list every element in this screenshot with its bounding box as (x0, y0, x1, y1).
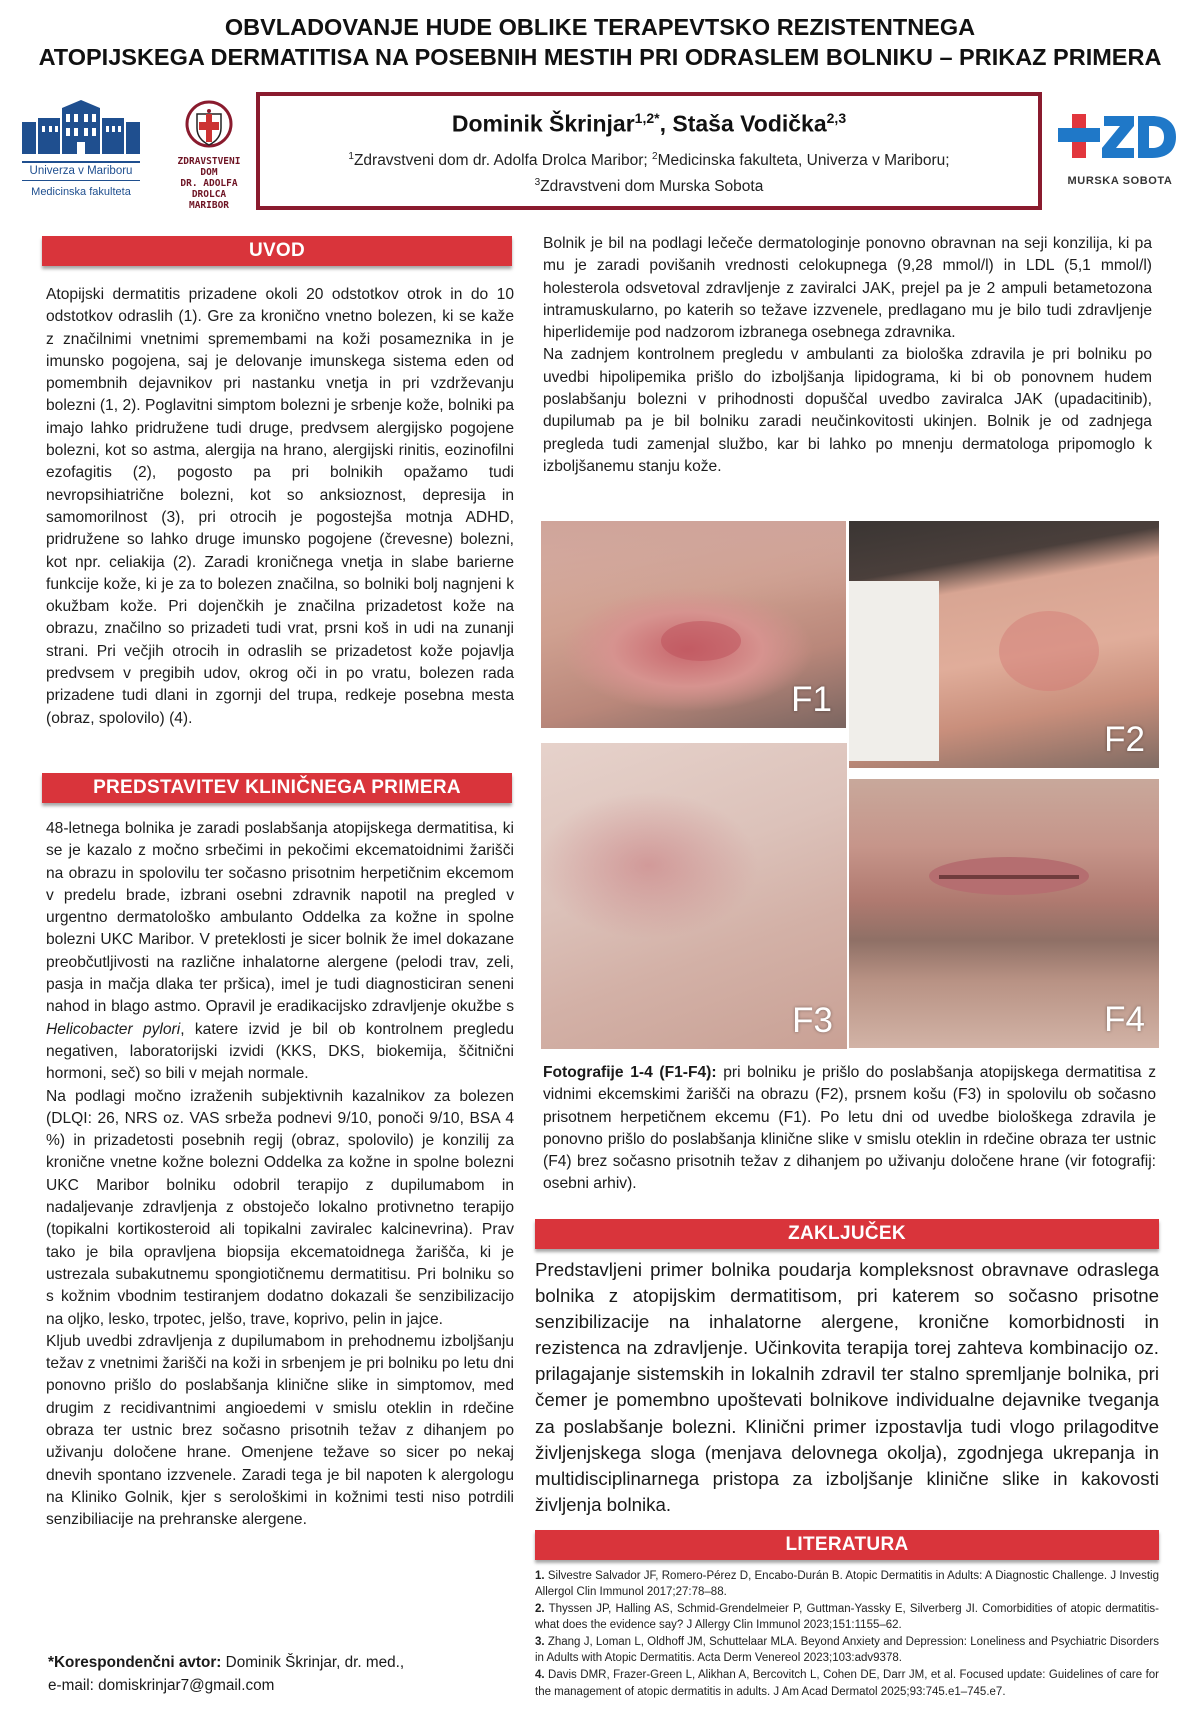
caption-text: pri bolniku je prišlo do poslabšanja atopijskega dermatitisa z vidnimi ekcemskimi žarišči na obrazu (F2), prsnem košu (F3) in spolovilu ob sočasno prisotnem herpetičnem ekcemu (F1). Po letu dni od uvedbe biološkega zdravila je ponovno prišlo do poslabšanja klinične slike v smislu oteklin in rdečine obraza ter ustnic (F4) brez sočasno prisotnih težav z dihanjem po uživanju določene hrane (vir fotografij: osebni arhiv). (543, 1064, 1156, 1193)
correspondence (48, 1651, 518, 1697)
predstavitev-paragraph-3: Kljub uvedbi zdravljenja z dupilumabom in prehodnemu izboljšanju težav z vnetnimi žarišči na koži in srbenjem je pri bolniku po letu dni ponovno prišlo do poslabšanja klinične slike in simptomov, med drugim z recidivantnimi angioedemi v smislu oteklin in rdečine obraza ter ustnic brez sočasno prisotnih težav z dihanjem po uživanju določene hrane. Omenjene težave so sicer po nekaj dnevih spontano izzvenele. Zaradi tega je bil napoten k alergologu na Kliniko Golnik, kjer s serološkimi in kožnimi testi niso potrdili senzibiliacije na prehranske alergene. (46, 1332, 514, 1529)
reference-text: Silvestre Salvador JF, Romero-Pérez D, Encabo-Durán B. Atopic Dermatitis in Adults: A Diagnostic Challenge. J Investig Allergol Clin Immunol 2017;27:78–88. (535, 1570, 1159, 1599)
predstavitev-p1-part-b: , katere izvid je bil ob kontrolnem pregledu negativen, laboratorijski izvidi (KKS, DKS, biokemija, ščitnični hormoni, seč) so bili v mejah normale. (46, 1020, 515, 1083)
affil-1: Zdravstveni dom dr. Adolfa Drolca Maribor; (353, 151, 653, 169)
uvod-text (46, 284, 514, 730)
zd-name-line-2: DR. ADOLFA DROLCA (180, 178, 238, 200)
university-building-icon (22, 100, 140, 156)
reference-number: 1. (535, 1570, 545, 1582)
plus-zd-icon (1058, 110, 1182, 166)
section-header-zakljucek: ZAKLJUČEK (535, 1219, 1159, 1249)
references-list (535, 1568, 1159, 1700)
section-header-predstavitev: PREDSTAVITEV KLINIČNEGA PRIMERA (42, 773, 512, 803)
affil-2: Medicinska fakulteta, Univerza v Mariboru; (657, 151, 950, 169)
author-1-sup: 1,2* (634, 110, 660, 126)
reference-text: Thyssen JP, Halling AS, Schmid-Grendelmeier P, Guttman-Yassky E, Silverberg JI. Comorbidities of atopic dermatitis-what does the evidence say? J Allergy Clin Immunol 2023;151:1155–62. (535, 1603, 1159, 1632)
figure-f1 (541, 521, 846, 728)
reference-number: 4. (535, 1669, 545, 1682)
affil-3-sup: 3 (534, 176, 541, 188)
affil-3: Zdravstveni dom Murska Sobota (540, 177, 764, 195)
author-2-sup: 2,3 (826, 110, 847, 126)
figure-f2 (849, 521, 1159, 768)
correspondence-label: *Korespondenčni avtor: (48, 1654, 222, 1671)
zd-maribor-logo (168, 100, 250, 211)
title-line-1: OBVLADOVANJE HUDE OBLIKE TERAPEVTSKO REZISTENTNEGA (224, 14, 976, 40)
uvod-paragraph: Atopijski dermatitis prizadene okoli 20 odstotkov otrok in do 10 odstotkov odraslih (1). Gre za kronično vnetno bolezen, ki se kaže z značilnimi vnetnimi spremembami na koži posameznika in je imunsko pogojena, saj je delovanje imunskega sistema eden od pomembnih dejavnikov pri nastanku vnetja in pri vzdrževanju bolezni (1, 2). Poglavitni simptom bolezni je srbenje kože, bolniki pa imajo lahko pridružene tudi druge, predvsem alergijsko pogojene bolezni, kot so astma, alergija na hrano, alergijski rinitis, eozinofilni ezofagitis (2), pogosto pa pri bolnikih opažamo tudi nevropsihiatrične bolezni, kot so anksioznost, depresija in samomorilnost (3), pri otrocih je pogostejša motnja ADHD, pridružene so lahko druge imunsko pogojene (črevesne) bolezni, kot npr. celiakija (2). Zaradi kroničnega vnetja in slabe barierne funkcije kože, ki je za to bolezen značilna, so bolniki bolj nagnjeni k okužbam kože. Pri dojenčkih je značilna prizadetost kože na obrazu, značilno so prizadeti tudi vrat, prsni koš in udi na zunanji strani. Pri večjih otrocih in odraslih se prizadetost kože pojavlja predvsem v pregibih udov, okrog oči in po vratu, bolezen rada prizadene tudi dlani in zgornji del trupa, redkeje posebna mesta (obraz, spolovilo) (4). (46, 286, 514, 727)
title-line-2: ATOPIJSKEGA DERMATITISA NA POSEBNIH MESTIH PRI ODRASLEM BOLNIKU – PRIKAZ PRIMERA (38, 44, 1162, 70)
affiliations (260, 146, 1038, 198)
figure-label-f4: F4 (1104, 1000, 1145, 1039)
reference-item (535, 1568, 1159, 1601)
affil-1-sup: 1 (348, 150, 354, 162)
author-box (256, 92, 1042, 210)
faculty-name: Medicinska fakulteta (22, 180, 140, 198)
murska-sobota-text: MURSKA SOBOTA (1067, 175, 1173, 187)
figure-f3 (541, 743, 847, 1049)
author-names (260, 110, 1038, 138)
reference-number: 2. (535, 1603, 545, 1616)
figure-caption (543, 1062, 1156, 1196)
predstavitev-p1-part-a: 48-letnega bolnika je zaradi poslabšanja atopijskega dermatitisa, ki se je kazalo z močno srbečimi in pekočimi ekcematoidnimi žarišči na obrazu in spolovilu ter sočasno prisotnim herpetičnim ekcemom v predelu brade, izbrani osebni zdravnik napotil na pregled v urgentno dermatološko ambulanto Oddelka za kožne in spolne bolezni UKC Maribor. V preteklosti je sicer bolnik že imel dokazane preobčutljivosti na različne inhalatorne alergene (pelodi trav, zeli, pasja in mačja dlaka ter pršica), imel je tudi diagnosticiran seneni nahod in blago astmo. Opravil je eradikacijsko zdravljenje okužbe s (46, 820, 514, 1016)
author-2-name: Staša Vodička (672, 110, 827, 137)
figure-label-f1: F1 (791, 680, 832, 719)
reference-text: Davis DMR, Frazer-Green L, Alikhan A, Bercovitch L, Cohen DE, Darr JM, et al. Focused update: Guidelines of care for the management of atopic dermatitis in adults. J Am Acad Dermatol 2025;93:745.e1–745.e7. (535, 1669, 1159, 1698)
right-column-text (543, 233, 1152, 478)
figure-label-f3: F3 (792, 1001, 833, 1040)
correspondence-email: e-mail: domiskrinjar7@gmail.com (48, 1677, 275, 1694)
author-separator: , (659, 110, 673, 137)
right-paragraph-2: Na zadnjem kontrolnem pregledu v ambulanti za biološka zdravila je pri bolniku po uvedbi hipolipemika prišlo do izboljšanja lipidograma, ki bi ob ponovnem hudem poslabšanju bolezni v prihodnosti dopuščal uvedbo zaviralca JAK (upadacitinib), dupilumab pa je bil bolniku zaradi neučinkovitosti ukinjen. Bolnik je od zadnjega pregleda tudi zamenjal službo, kar bi lahko po mnenju dermatologa pripomoglo k izboljšanemu stanju kože. (543, 346, 1152, 475)
predstavitev-paragraph-2: Na podlagi močno izraženih subjektivnih kazalnikov za bolezen (DLQI: 26, NRS oz. VAS srbeža podnevi 9/10, ponoči 9/10, BSA 4 %) in prizadetosti posebnih regij (obraz, spolovilo) je konzilij za kronične vnetne kožne bolezni Oddelka za kožne in spolne bolezni UKC Maribor bolniku odobril terapijo z dupilumabom in nadaljevanje zdravljenja z obstoječo lokalno protivnetno terapijo (topikalni kortikosteroid ali topikalni zaviralec kalcinevrina). Prav tako je bila opravljena biopsija ekcematoidnega žarišča, ki je ustrezala subakutnemu spongiotičnemu dermatitisu. Pri bolniku so s kožnim vbodnim testiranjem dodatno dokazali še senzibilizacijo na oljko, lesko, trpotec, jelšo, trave, koprivo, pelin in jajce. (46, 1087, 514, 1328)
predstavitev-paragraph-1 (46, 818, 514, 1086)
right-paragraph-1: Bolnik je bil na podlagi lečeče dermatologinje ponovno obravnan na seji konzilija, ki pa mu je zaradi povišanih vrednosti celokupnega (9,28 mmol/l) in LDL (5,1 mmol/l) holesterola odsvetoval zdravljenje z zaviralci JAK, prejel pa je 2 ampuli betametozona intramuskularno, po katerih so težave izzvenele, predlagano mu je bilo tudi zdravljenje hiperlidemije pod nadzorom izbranega osebnega zdravnika. (543, 235, 1152, 342)
poster-title (0, 12, 1200, 72)
shield-crest-icon (185, 100, 233, 154)
predstavitev-p1-italic: Helicobacter pylori (46, 1020, 181, 1038)
university-name: Univerza v Mariboru (22, 161, 140, 177)
reference-item (535, 1634, 1159, 1667)
zd-name-line-3: MARIBOR (188, 200, 230, 211)
reference-number: 3. (535, 1636, 545, 1649)
reference-text: Zhang J, Loman L, Oldhoff JM, Schuttelaar MLA. Beyond Anxiety and Depression: Loneliness and Psychiatric Disorders in Adults with Atopic Dermatitis. Acta Derm Venereol 2023;103:adv9378. (535, 1636, 1159, 1665)
zakljucek-text: Predstavljeni primer bolnika poudarja kompleksnost obravnave odraslega bolnika z atopijskim dermatitisom, pri katerem so sočasno prisotne senzibilizacije na inhalatorne alergene, kronične komorbidnosti in rezistenca na zdravljenje. Učinkovita terapija torej zahteva kombinacijo oz. prilagajanje sistemskih in lokalnih zdravil ter stalno spremljanje bolnika, pri čemer je pomembno upoštevati bolnikove individualne dejavnike tveganja za poslabšanje bolezni. Klinični primer izpostavlja tudi vlogo prilagoditve življenjskega sloga (menjava delovnega okolja), zgodnjega ukrepanja in multidisciplinarnega pristopa za izboljšanje klinične slike in kakovosti življenja bolnika. (535, 1259, 1159, 1515)
figure-label-f2: F2 (1104, 720, 1145, 759)
caption-bold: Fotografije 1-4 (F1-F4): (543, 1064, 717, 1081)
university-of-maribor-logo (22, 100, 140, 198)
correspondence-name: Dominik Škrinjar, dr. med., (221, 1654, 405, 1671)
zd-murska-sobota-logo (1058, 110, 1182, 190)
reference-item (535, 1601, 1159, 1634)
section-header-uvod: UVOD (42, 236, 512, 266)
author-1-name: Dominik Škrinjar (451, 110, 635, 137)
reference-item (535, 1667, 1159, 1700)
zd-name-line-1: ZDRAVSTVENI DOM (177, 156, 241, 178)
figure-f4 (849, 779, 1159, 1048)
predstavitev-text (46, 818, 514, 1532)
affil-2-sup: 2 (652, 150, 658, 162)
section-header-literatura: LITERATURA (535, 1530, 1159, 1560)
